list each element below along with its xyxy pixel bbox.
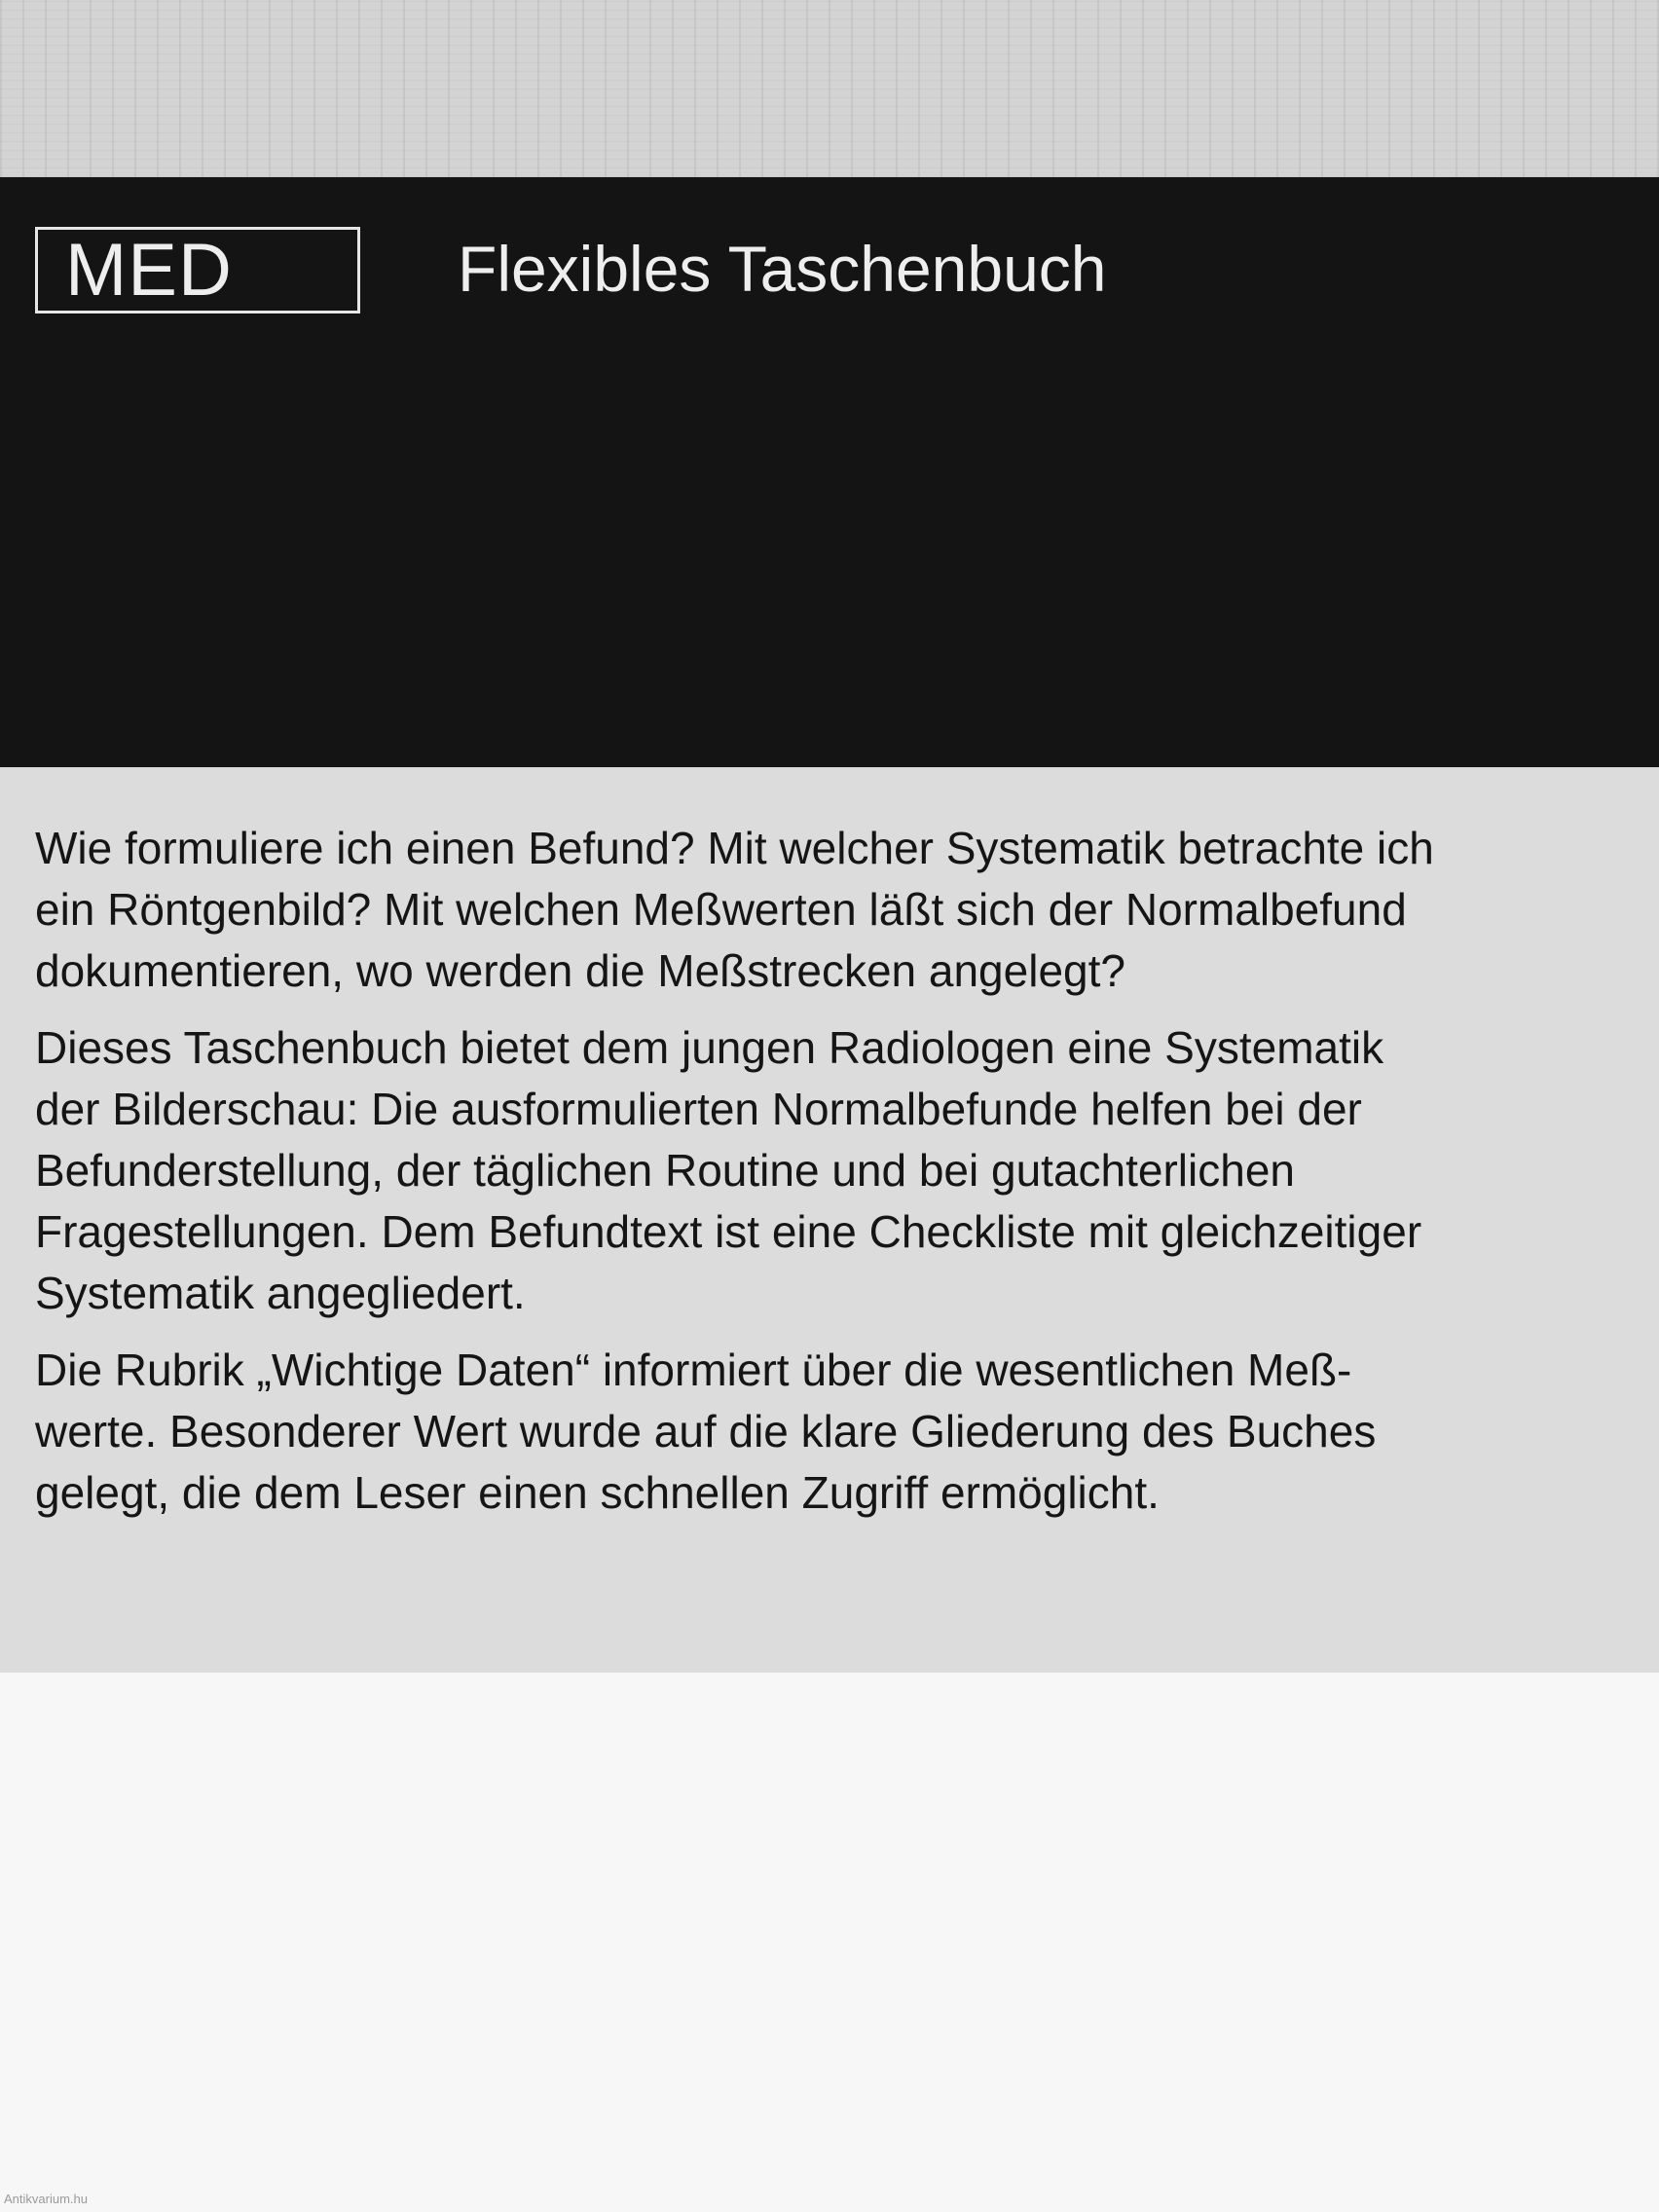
blurb-line: ein Röntgenbild? Mit welchen Meßwerten läßt sich der Normalbefund xyxy=(35,884,1407,935)
blurb-line: gelegt, die dem Leser einen schnellen Zugriff ermöglicht. xyxy=(35,1467,1160,1518)
series-title: Flexibles Taschenbuch xyxy=(458,233,1107,305)
series-label: MED xyxy=(65,228,233,312)
series-label-box xyxy=(35,227,360,313)
cover-top-edge xyxy=(0,0,1659,177)
blurb-line: Dieses Taschenbuch bietet dem jungen Radiologen eine Systematik xyxy=(35,1022,1384,1073)
blurb-paragraph-1 xyxy=(35,818,1632,1002)
blurb-line: dokumentieren, wo werden die Meßstrecken angelegt? xyxy=(35,945,1125,996)
blurb-text xyxy=(35,818,1632,1539)
blurb-line: Systematik angegliedert. xyxy=(35,1268,526,1318)
blurb-line: Wie formuliere ich einen Befund? Mit welcher Systematik betrachte ich xyxy=(35,823,1434,873)
blurb-paragraph-2 xyxy=(35,1017,1632,1324)
blurb-line: der Bilderschau: Die ausformulierten Normalbefunde helfen bei der xyxy=(35,1084,1362,1134)
blurb-paragraph-3 xyxy=(35,1340,1632,1524)
watermark: Antikvarium.hu xyxy=(4,2192,88,2206)
blurb-line: Die Rubrik „Wichtige Daten“ informiert über die wesentlichen Meß- xyxy=(35,1345,1352,1395)
blurb-line: Fragestellungen. Dem Befundtext ist eine Checkliste mit gleichzeitiger xyxy=(35,1206,1422,1257)
blurb-line: werte. Besonderer Wert wurde auf die klare Gliederung des Buches xyxy=(35,1406,1377,1456)
blurb-line: Befunderstellung, der täglichen Routine und bei gutachterlichen xyxy=(35,1145,1295,1196)
